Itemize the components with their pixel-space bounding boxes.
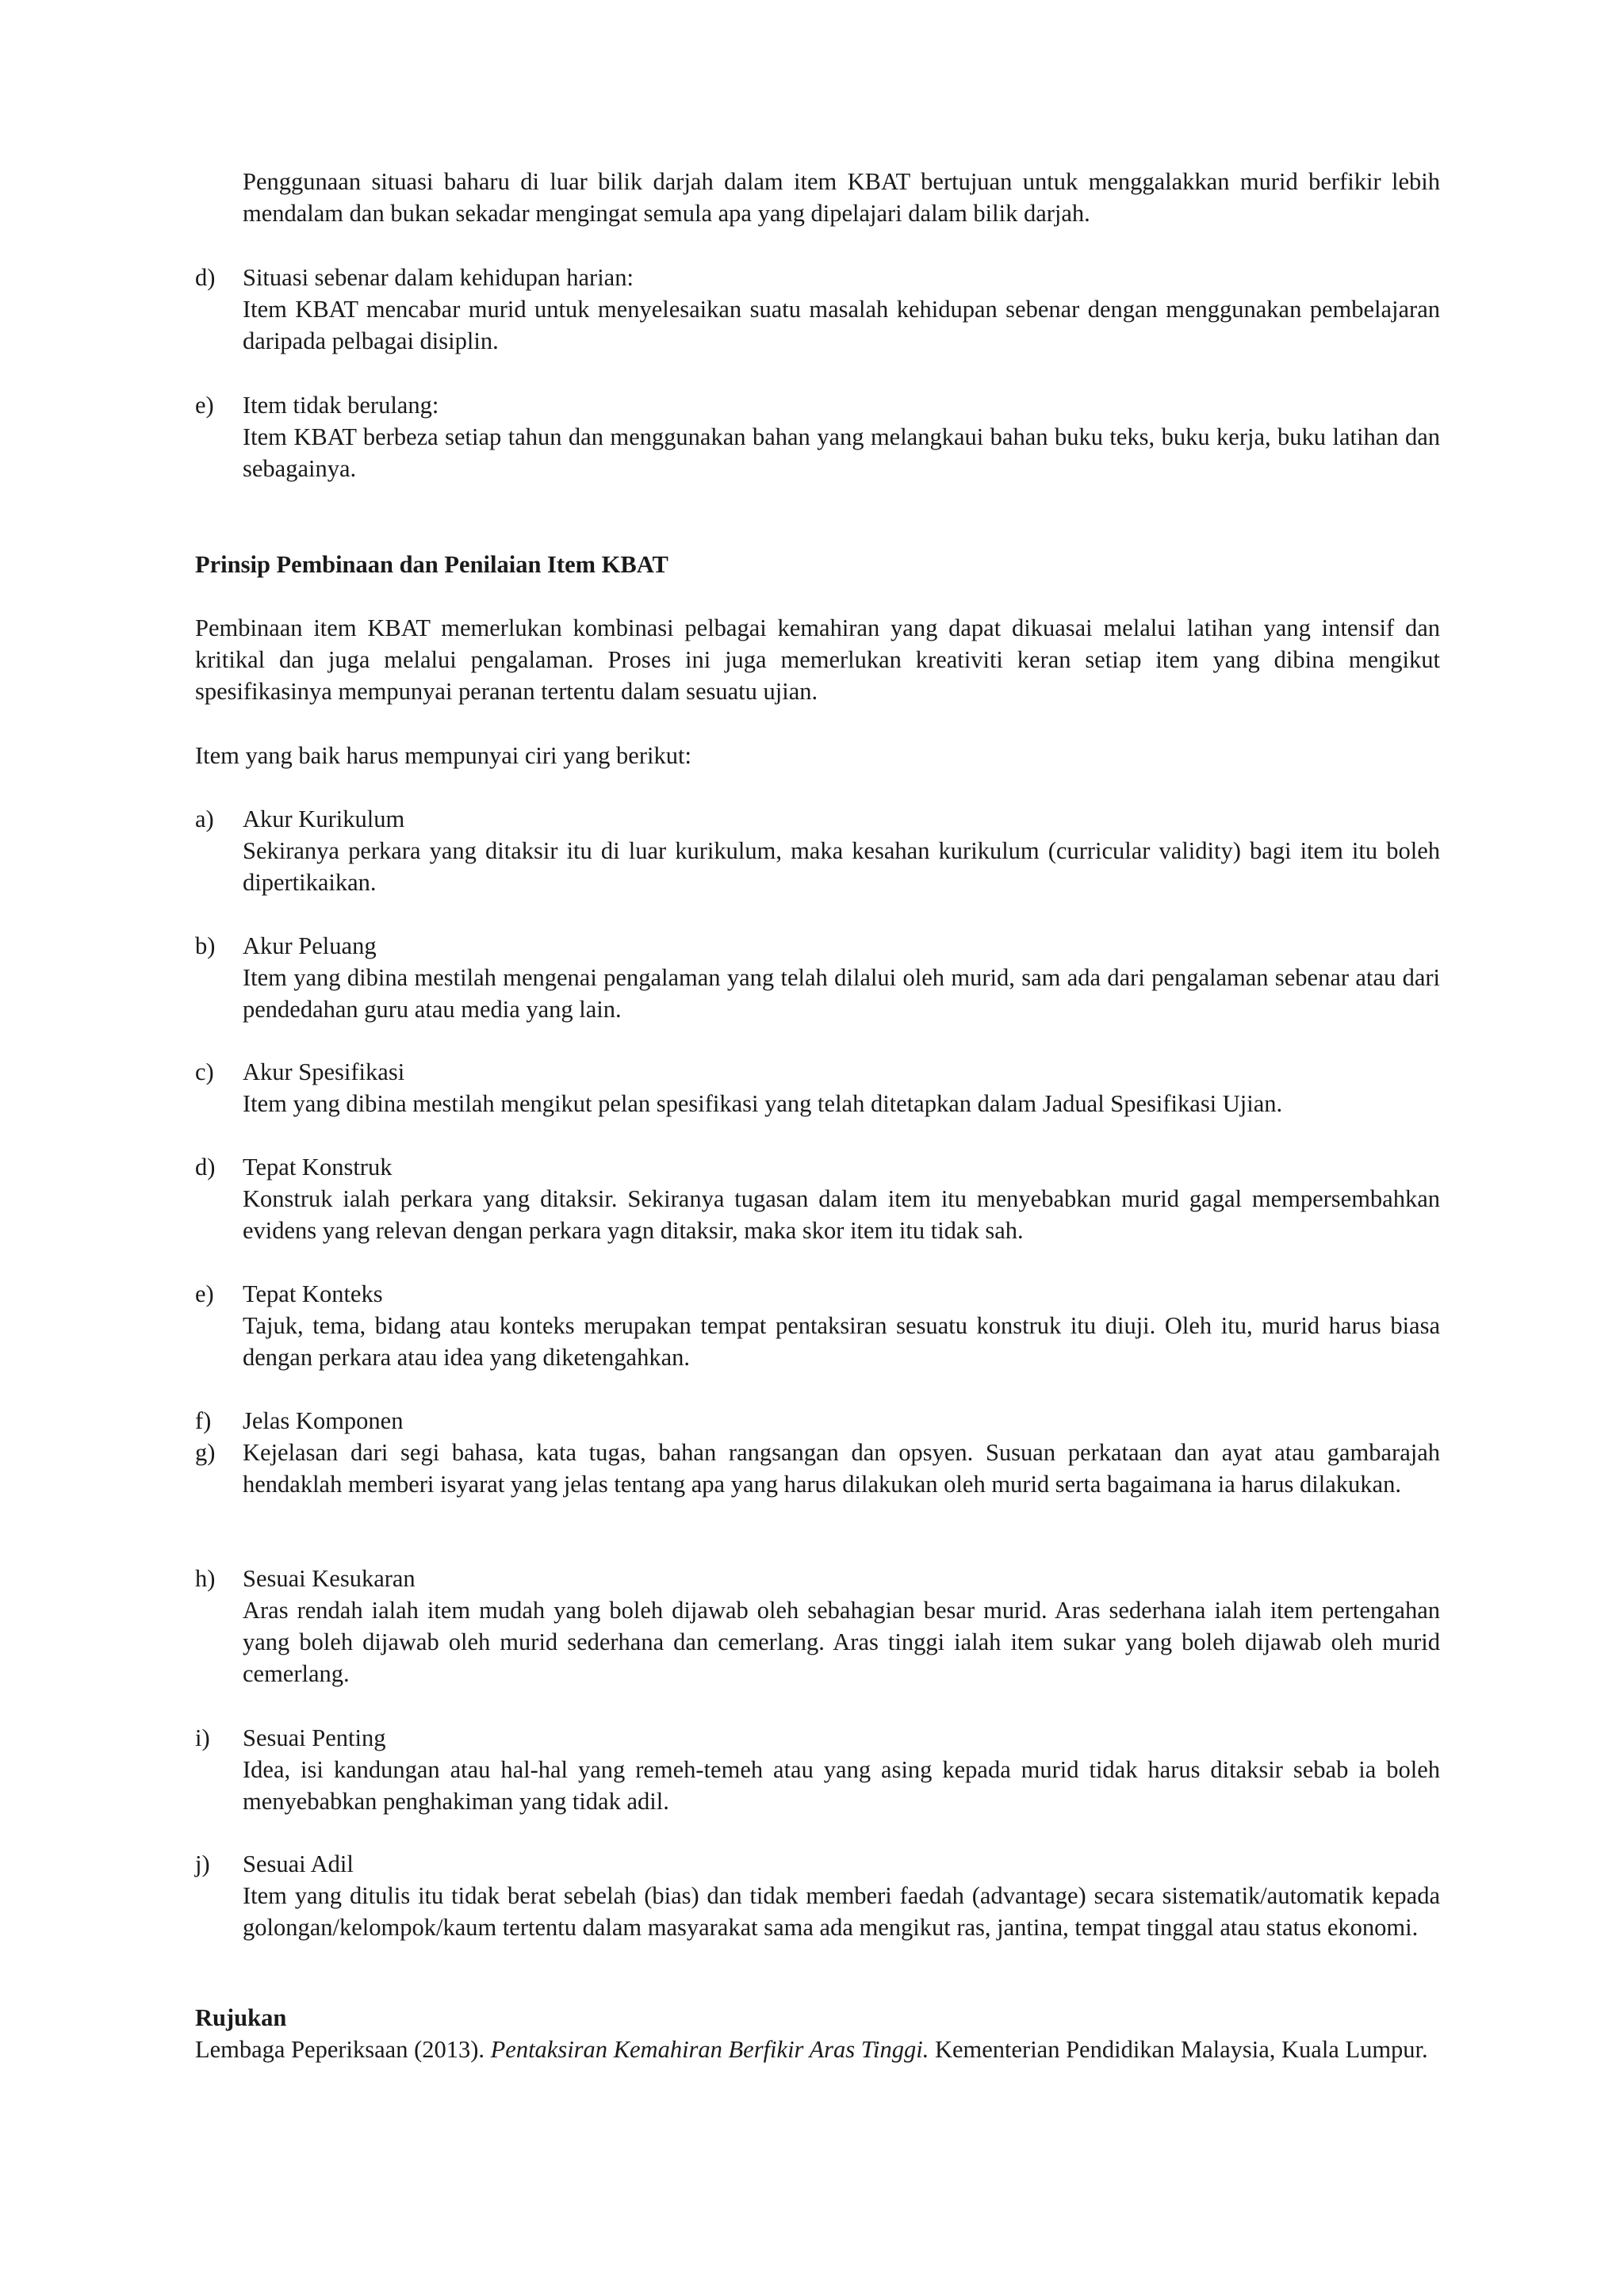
criteria-item-d (195, 1151, 1440, 1246)
reference-title: Pentaksiran Kemahiran Berfikir Aras Tinggi. (490, 2036, 929, 2063)
intro-paragraph: Penggunaan situasi baharu di luar bilik darjah dalam item KBAT bertujuan untuk menggalakkan murid berfikir lebih mendalam dan bukan sekadar mengingat semula apa yang dipelajari dalam bilik darjah. (243, 168, 1440, 227)
criteria-item-c (195, 1056, 1440, 1119)
list-marker: g) (195, 1439, 216, 1466)
list-item-title: Sesuai Kesukaran (243, 1565, 416, 1592)
list-item-title: Jelas Komponen (243, 1407, 404, 1434)
list-item-description: Item yang dibina mestilah mengenai pengalaman yang telah dilalui oleh murid, sam ada dari pengalaman sebenar atau dari pendedahan guru atau media yang lain. (243, 964, 1440, 1023)
list-marker: a) (195, 806, 214, 832)
list-marker: e) (195, 1280, 214, 1307)
list-marker: d) (195, 1154, 216, 1181)
list-item-title: Akur Peluang (243, 932, 377, 959)
list-item-description: Item KBAT mencabar murid untuk menyelesaikan suatu masalah kehidupan sebenar dengan menggunakan pembelajaran daripada pelbagai disiplin. (243, 296, 1440, 354)
reference-entry (195, 2034, 1440, 2065)
criteria-item-b (195, 930, 1440, 1025)
list-item-description: Kejelasan dari segi bahasa, kata tugas, bahan rangsangan dan opsyen. Susuan perkataan dan ayat atau gambarajah hendaklah memberi isyarat yang jelas tentang apa yang harus dilakukan oleh murid serta bagaimana ia harus dilakukan. (243, 1439, 1440, 1498)
list-item-title: Tepat Konstruk (243, 1154, 393, 1181)
criteria-item-f (195, 1405, 1440, 1437)
list-item-description: Konstruk ialah perkara yang ditaksir. Sekiranya tugasan dalam item itu menyebabkan murid gagal mempersembahkan evidens yang relevan dengan perkara yagn ditaksir, maka skor item itu tidak sah. (243, 1185, 1440, 1244)
section-paragraph-1: Pembinaan item KBAT memerlukan kombinasi pelbagai kemahiran yang dapat dikuasai melalui latihan yang intensif dan kritikal dan juga melalui pengalaman. Proses ini juga memerlukan kreativiti keran setiap item yang dibina mengikut spesifikasinya mempunyai peranan tertentu dalam sesuatu ujian. (195, 614, 1440, 705)
list-item-description: Sekiranya perkara yang ditaksir itu di luar kurikulum, maka kesahan kurikulum (curricular validity) bagi item itu boleh dipertikaikan. (243, 837, 1440, 896)
list-item-description: Item KBAT berbeza setiap tahun dan menggunakan bahan yang melangkaui bahan buku teks, buku kerja, buku latihan dan sebagainya. (243, 423, 1440, 482)
criteria-item-j (195, 1848, 1440, 1943)
list-marker: j) (195, 1850, 210, 1877)
list-marker: b) (195, 932, 216, 959)
criteria-item-a (195, 803, 1440, 898)
list-item-description: Aras rendah ialah item mudah yang boleh dijawab oleh sebahagian besar murid. Aras sederhana ialah item pertengahan yang boleh dijawab oleh murid sederhana dan cemerlang. Aras tinggi ialah item sukar yang boleh dijawab oleh murid cemerlang. (243, 1597, 1440, 1687)
list-marker: i) (195, 1724, 210, 1751)
list-marker: h) (195, 1565, 216, 1592)
list-marker: d) (195, 264, 216, 291)
criteria-item-h (195, 1563, 1440, 1689)
list-marker: f) (195, 1407, 212, 1434)
list-item-title: Akur Spesifikasi (243, 1058, 405, 1085)
section-heading: Prinsip Pembinaan dan Penilaian Item KBAT (195, 551, 668, 578)
kbat-item-e (195, 389, 1440, 484)
reference-publisher: Kementerian Pendidikan Malaysia, Kuala Lumpur. (929, 2036, 1428, 2063)
list-item-description: Tajuk, tema, bidang atau konteks merupakan tempat pentaksiran sesuatu konstruk itu diuji. Oleh itu, murid harus biasa dengan perkara atau idea yang diketengahkan. (243, 1312, 1440, 1371)
list-item-title: Situasi sebenar dalam kehidupan harian: (243, 264, 634, 291)
criteria-item-i (195, 1722, 1440, 1817)
reference-author: Lembaga Peperiksaan (2013). (195, 2036, 491, 2063)
list-item-description: Item yang dibina mestilah mengikut pelan spesifikasi yang telah ditetapkan dalam Jadual Spesifikasi Ujian. (243, 1090, 1283, 1117)
list-item-title: Sesuai Adil (243, 1850, 354, 1877)
list-item-title: Sesuai Penting (243, 1724, 386, 1751)
list-item-title: Item tidak berulang: (243, 392, 439, 419)
list-marker: c) (195, 1058, 214, 1085)
references-heading: Rujukan (195, 2004, 287, 2031)
criteria-item-g (195, 1437, 1440, 1500)
list-item-title: Akur Kurikulum (243, 806, 405, 832)
list-marker: e) (195, 392, 214, 419)
kbat-item-d (195, 262, 1440, 357)
section-paragraph-2: Item yang baik harus mempunyai ciri yang berikut: (195, 742, 691, 769)
criteria-item-e (195, 1278, 1440, 1373)
list-item-description: Item yang ditulis itu tidak berat sebelah (bias) dan tidak memberi faedah (advantage) secara sistematik/automatik kepada golongan/kelompok/kaum tertentu dalam masyarakat sama ada mengikut ras, jantina, tempat tinggal atau status ekonomi. (243, 1882, 1440, 1941)
list-item-description: Idea, isi kandungan atau hal-hal yang remeh-temeh atau yang asing kepada murid tidak harus ditaksir sebab ia boleh menyebabkan penghakiman yang tidak adil. (243, 1756, 1440, 1815)
list-item-title: Tepat Konteks (243, 1280, 383, 1307)
